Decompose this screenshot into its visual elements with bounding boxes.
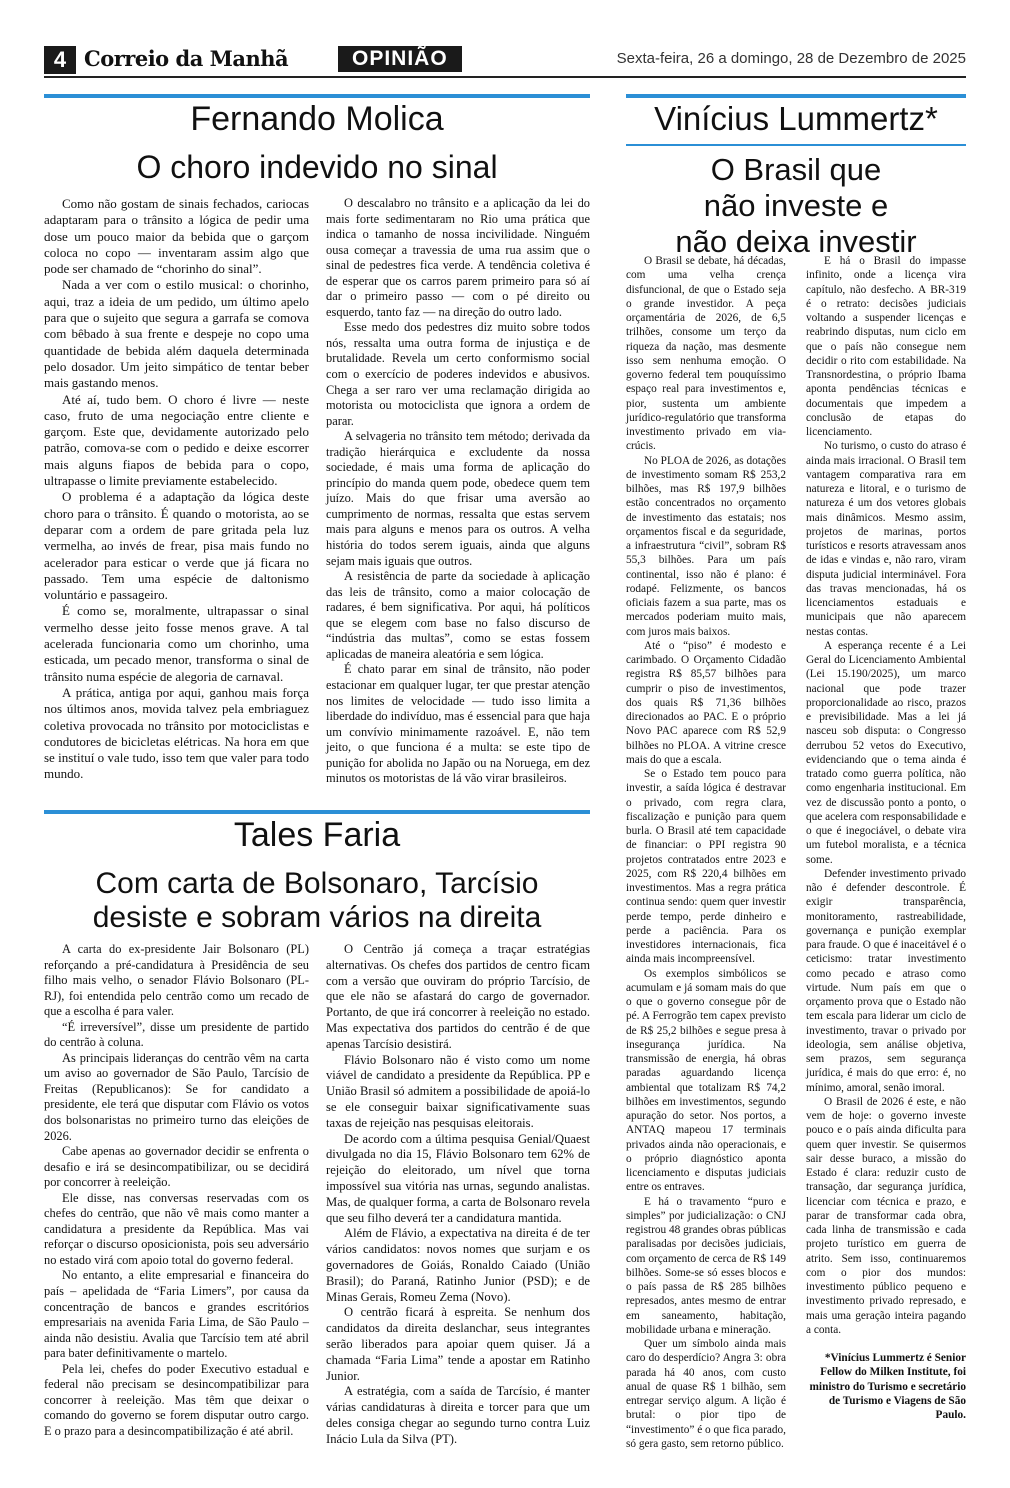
- paragraph: Como não gostam de sinais fechados, cariocas adaptaram para o trânsito a lógica de pedir uma dose um pouco maior da bebida que o garçom coloca no copo — inventaram assim algo que pode ser chamado de “chorinho do sinal”.: [44, 196, 309, 277]
- paragraph: A prática, antiga por aqui, ganhou mais força nos últimos anos, movida talvez pela embriaguez coletiva provocada no trânsito por motociclistas e condutores de bicicletas elétricas. Na hora em que se instituí o vale tudo, isso tem que valer para todo mundo.: [44, 684, 309, 782]
- headline-line: desiste e sobram vários na direita: [92, 900, 542, 934]
- paragraph: Se o Estado tem pouco para investir, a saída lógica é destravar o privado, com regra clara, fiscalização e punição para quem burla. O Brasil até tem capacidade de financiar: o PPI registra 90 projetos contratados entre 2023 e 2025, com R$ 220,4 bilhões em investimentos. Mas a regra prática continua sendo: quem quer investir perde tempo, perde dinheiro e perde a paciência. Para os investidores internacionais, fica ainda mais incompreensível.: [626, 768, 786, 966]
- paragraph: Até o “piso” é modesto e carimbado. O Orçamento Cidadão registra R$ 85,57 bilhões para cumprir o piso de investimentos, dos quais R$ 71,36 bilhões direcionados ao PAC. E o próprio Novo PAC aparece com R$ 52,9 bilhões no PLOA. A vitrine cresce mais do que a escala.: [626, 639, 786, 766]
- page-header: [44, 44, 966, 78]
- section-label: OPINIÃO: [338, 46, 462, 72]
- author-note: *Vinícius Lummertz é Senior Fellow do Milken Institute, foi ministro do Turismo e secretário de Turismo e Viagens de São Paulo.: [809, 1352, 966, 1421]
- paragraph: Os exemplos simbólicos se acumulam e já somam mais do que o que o governo consegue pôr de pé. A Ferrogrão tem capex previsto de R$ 25,2 bilhões e segue presa à insegurança jurídica. Na transmissão de energia, há obras paradas aguardando licença ambiental que totalizam R$ 74,2 bilhões em investimentos, segundo apuração do setor. Nos portos, a ANTAQ mapeou 17 terminais privados ainda não operacionais, e o próprio diagnóstico aponta licenciamento e disputas judiciais entre os entraves.: [626, 967, 786, 1194]
- paragraph: É como se, moralmente, ultrapassar o sinal vermelho desse jeito fosse menos grave. A tal acelerada funcionaria como um chorinho, uma esticada, um pecado menor, transforma o sinal de trânsito numa espécie de alegoria de carnaval.: [44, 603, 309, 684]
- paragraph: No PLOA de 2026, as dotações de investimento somam R$ 253,2 bilhões, mas R$ 197,9 bilhões estão concentrados no orçamento de investimento das estatais; nos orçamentos fiscal e da seguridade, a infraestrutura “civil”, sobram R$ 55,3 bilhões. Para um país continental, isso não é plano: é rodapé. Felizmente, os bancos oficiais fazem a sua parte, mas os mercados poderiam muito mais, com juros mais baixos.: [626, 454, 786, 638]
- article-column: [806, 254, 966, 1422]
- paragraph: “É irreversível”, disse um presidente de partido do centrão à coluna.: [44, 1019, 309, 1050]
- paragraph: O Brasil de 2026 é este, e não vem de hoje: o governo investe pouco e o país ainda dificulta para quem quer investir. Se quisermos sair desse buraco, a missão do Estado é clara: reduzir custo de transação, dar segurança jurídica, licenciar com técnica e prazo, e parar de transformar cada obra, cada linha de transmissão e cada projeto turístico em guerra de atrito. Sem isso, continuaremos com o pior dos mundos: investimento público pequeno e investimento privado represado, e mais uma geração inteira pagando a conta.: [806, 1095, 966, 1336]
- headline-line: O Brasil que: [710, 152, 882, 187]
- paragraph: No turismo, o custo do atraso é ainda mais irracional. O Brasil tem vantagem comparativa rara em natureza e litoral, e o turismo de natureza é um dos vetores globais mais dinâmicos. Mesmo assim, projetos de marinas, portos turísticos e resorts atravessam anos de idas e vindas e, não raro, viram disputa judicial interminável. Fora das travas mencionadas, há os licenciamentos estaduais e municipais que não aparecem nestas contas.: [806, 440, 966, 638]
- paragraph: Quer um símbolo ainda mais caro do desperdício? Angra 3: obra parada há 40 anos, com custo anual de quase R$ 1 bilhão, sem entregar serviço algum. A lição é brutal: o pior tipo de “investimento” é o que fica parado, só gera gasto, sem retorno público.: [626, 1338, 786, 1450]
- paragraph: O Brasil se debate, há décadas, com uma velha crença disfuncional, de que o Estado seja o grande investidor. A peça orçamentária de 2026, de 6,5 trilhões, consome um terço da riqueza da nação, mas desmente isso sem nenhuma emoção. O governo federal tem pouquíssimo espaço real para investimentos e, pior, sustenta um ambiente jurídico-regulatório que transforma investimento privado em via-crúcis.: [626, 255, 786, 453]
- author-name: Fernando Molica: [190, 100, 444, 138]
- paragraph: A estratégia, com a saída de Tarcísio, é manter várias candidaturas à direita e torcer para que um deles consiga chegar ao segundo turno contra Luiz Inácio Lula da Silva (PT).: [326, 1384, 590, 1446]
- paragraph: As principais lideranças do centrão vêm na carta um aviso ao governador de São Paulo, Tarcísio de Freitas (Republicanos): Se for candidato a presidente, ele terá que disputar com Flávio os votos dos bolsonaristas no primeiro turno das eleições de 2026.: [44, 1050, 309, 1143]
- paragraph: O Centrão já começa a traçar estratégias alternativas. Os chefes dos partidos de centro ficam com a versão que ouviram do próprio Tarcísio, de que ele não se afastará do cargo de governador. Portanto, de que irá concorrer à reeleição no estado. Mas expectativa dos partidos do centrão é de que apenas Tarcísio desistirá.: [326, 942, 590, 1051]
- paragraph: Flávio Bolsonaro não é visto como um nome viável de candidato a presidente da República. PP e União Brasil só admitem a possibilidade de apoiá-lo se ele conseguir baixar significativamente suas taxas de rejeição nas pesquisas eleitorais.: [326, 1052, 590, 1130]
- headline-line: não deixa investir: [675, 224, 917, 259]
- paragraph: A resistência de parte da sociedade à aplicação das leis de trânsito, como a maior colocação de radares, é bem significativa. Por aqui, há políticos que se elegem com base no falso discurso de “indústria das multas”, como se estas fossem aplicadas de maneira aleatória e sem lógica.: [326, 569, 590, 661]
- edition-date: Sexta-feira, 26 a domingo, 28 de Dezembro de 2025: [616, 50, 966, 67]
- article-column: [44, 196, 309, 783]
- author-name: Tales Faria: [233, 816, 401, 854]
- paragraph: Cabe apenas ao governador decidir se enfrenta o desafio e irá se desincompatibilizar, ou se decidirá por concorrer à reeleição.: [44, 1144, 309, 1190]
- headline-line: Com carta de Bolsonaro, Tarcísio: [95, 867, 539, 900]
- paragraph: Defender investimento privado não é defender descontrole. É exigir transparência, monitoramento, rastreabilidade, governança e punição exemplar para fraude. O que é inaceitável é o ceticismo: tratar investimento como pecado e atraso como virtude. Num país em que o orçamento prova que o Estado não tem escala para liderar um ciclo de investimento, travar o privado por ideologia, sem análise objetiva, sem prazos, sem segurança jurídica, é mais do que erro: é, no mínimo, amoral, senão imoral.: [806, 867, 966, 1094]
- paragraph: A esperança recente é a Lei Geral do Licenciamento Ambiental (Lei 15.190/2025), um marco nacional que pode trazer proporcionalidade ao risco, prazos e previsibilidade. Mas a lei já nasceu sob disputa: o Congresso derrubou 52 vetos do Executivo, evidenciando que o tema ainda é tratado como guerra política, não como engenharia institucional. Em vez de discussão ponto a ponto, o que acelera com responsabilidade e o que é inegociável, o debate vira um futebol moralista, e a técnica some.: [806, 639, 966, 866]
- article-headline: [44, 867, 590, 934]
- author-name: Vinícius Lummertz*: [654, 100, 938, 137]
- divider-bar: [44, 94, 590, 98]
- article-column: [326, 942, 590, 1448]
- paragraph: No entanto, a elite empresarial e financeira do país – apelidada de “Faria Limers”, por causa da concentração de bancos e grandes escritórios empresariais na avenida Faria Lima, de São Paulo – ainda não desistiu. Avalia que Tarcísio tem até abril para bater definitivamente o martelo.: [44, 1268, 309, 1361]
- paragraph: Pela lei, chefes do poder Executivo estadual e federal não precisam se desincompatibilizar para concorrer à reeleição. Mas têm que deixar o comando do governo se forem disputar outro cargo. E o prazo para a desincompatibilização é até abril.: [44, 1361, 309, 1438]
- headline-line: não investe e: [703, 188, 889, 223]
- paragraph: O problema é a adaptação da lógica deste choro para o trânsito. É quando o motorista, ao se deparar com a ordem de pare gritada pela luz vermelha, ao invés de frear, pisa mais fundo no acelerador para esticar o verde que já ficara no passado. Tem uma espécie de daltonismo voluntário e passageiro.: [44, 489, 309, 603]
- paragraph: Esse medo dos pedestres diz muito sobre todos nós, ressalta uma outra forma de injustiça e de brutalidade. Revela um certo conformismo social com o exercício de poderes indevidos e abusivos. Chega a ser raro ver uma reclamação dirigida ao motorista ou motociclista que ignora a ordem de parar.: [326, 320, 590, 428]
- paragraph: A selvageria no trânsito tem método; derivada da tradição hierárquica e excludente da nossa sociedade, é mais uma forma de aplicação do princípio do manda quem pode, obedece quem tem juízo. Mais do que frisar uma aversão ao cumprimento de normas, ressalta que estas servem mais para alguns e menos para os outros. A velha história do todos serem iguais, ainda que alguns sejam mais iguais que outros.: [326, 429, 590, 568]
- paragraph: Nada a ver com o estilo musical: o chorinho, aqui, traz a ideia de um pedido, um último apelo para que o sujeito que segura a garrafa se comova com bêbado à sua frente e despeje no copo uma quantidade de bebida além daquela determinada pelo dosador. Um jeito simpático de tentar beber mais gastando menos.: [44, 277, 309, 391]
- article-column: [326, 196, 590, 787]
- paragraph: Ele disse, nas conversas reservadas com os chefes do centrão, que não vê mais como manter a candidatura a presidente da República. Mas vai reforçar o discurso oposicionista, pois seu adversário no estado virá com apoio total do governo federal.: [44, 1190, 309, 1267]
- paragraph: De acordo com a última pesquisa Genial/Quaest divulgada no dia 15, Flávio Bolsonaro tem 62% de rejeição do eleitorado, um nível que torna impossível sua vitória nas urnas, segundo analistas. Mas, de qualquer forma, a carta de Bolsonaro revela que seu filho deverá ter a candidatura mantida.: [326, 1131, 590, 1225]
- paragraph: Além de Flávio, a expectativa na direita é de ter vários candidatos: novos nomes que surjam e os governadores de Goiás, Ronaldo Caiado (União Brasil); do Paraná, Ratinho Junior (PSD); e de Minas Gerais, Romeu Zema (Novo).: [326, 1226, 590, 1304]
- masthead-logo: Correio da Manhã: [84, 46, 289, 71]
- paragraph: Até aí, tudo bem. O choro é livre — neste caso, fruto de uma negociação entre cliente e garçom. Este que, devidamente autorizado pelo patrão, comova-se com o pedido e deixe escorrer mais alguns fiapos de bebida para o copo, ultrapasse o limite previamente estabelecido.: [44, 391, 309, 489]
- article-headline: O choro indevido no sinal: [136, 149, 498, 185]
- divider-bar: [626, 94, 966, 98]
- divider-bar: [44, 810, 590, 814]
- paragraph: E há o Brasil do impasse infinito, onde a licença vira capítulo, não desfecho. A BR-319 é o retrato: decisões judiciais voltando a suspender licenças e reabrindo disputas, num ciclo em que o país não consegue nem decidir o rito com estabilidade. Na Transnordestina, o próprio Ibama aponta pendências técnicas e documentais que impedem a conclusão de etapas do licenciamento.: [806, 255, 966, 438]
- paragraph: É chato parar em sinal de trânsito, não poder estacionar em qualquer lugar, ter que prestar atenção nos limites de velocidade — tudo isso limita a liberdade do indivíduo, mas é essencial para que haja um convívio minimamente razoável. E, não tem jeito, o que funciona é a multa: se este tipo de punição for abolida no Japão ou na Noruega, em dez minutos os motoristas de lá vão virar brasileiros.: [326, 662, 590, 786]
- article-headline: [626, 152, 966, 260]
- article-column: [44, 942, 309, 1440]
- paragraph: O descalabro no trânsito e a aplicação da lei do mais forte sedimentaram no Rio uma prática que indica o tamanho de nossa incivilidade. Ninguém ousa começar a travessia de uma rua assim que o sinal de pedestres fica verde. A tendência coletiva é de esperar que os carros parem primeiro para só aí dar o primeiro passo — com o pé direito ou esquerdo, tanto faz — na direção do outro lado.: [326, 196, 590, 319]
- paragraph: A carta do ex-presidente Jair Bolsonaro (PL) reforçando a pré-candidatura à Presidência de seu filho mais velho, o senador Flávio Bolsonaro (PL-RJ), foi entendida pelo centrão como um recado de que a escolha é para valer.: [44, 942, 309, 1019]
- paragraph: E há o travamento “puro e simples” por judicialização: o CNJ registrou 48 grandes obras públicas paralisadas por decisões judiciais, com orçamento de cerca de R$ 149 bilhões. Some-se só esses blocos e o país passa de R$ 285 bilhões represados, antes mesmo de entrar em saneamento, habitação, mobilidade urbana e mineração.: [626, 1195, 786, 1336]
- divider-bar: [626, 144, 966, 146]
- article-column: [626, 254, 786, 1451]
- page-number: 4: [44, 46, 76, 74]
- paragraph: O centrão ficará à espreita. Se nenhum dos candidatos da direita deslanchar, seus integrantes serão liberados para apoiar quem quiser. Já a chamada “Faria Lima” tende a apostar em Ratinho Junior.: [326, 1305, 590, 1383]
